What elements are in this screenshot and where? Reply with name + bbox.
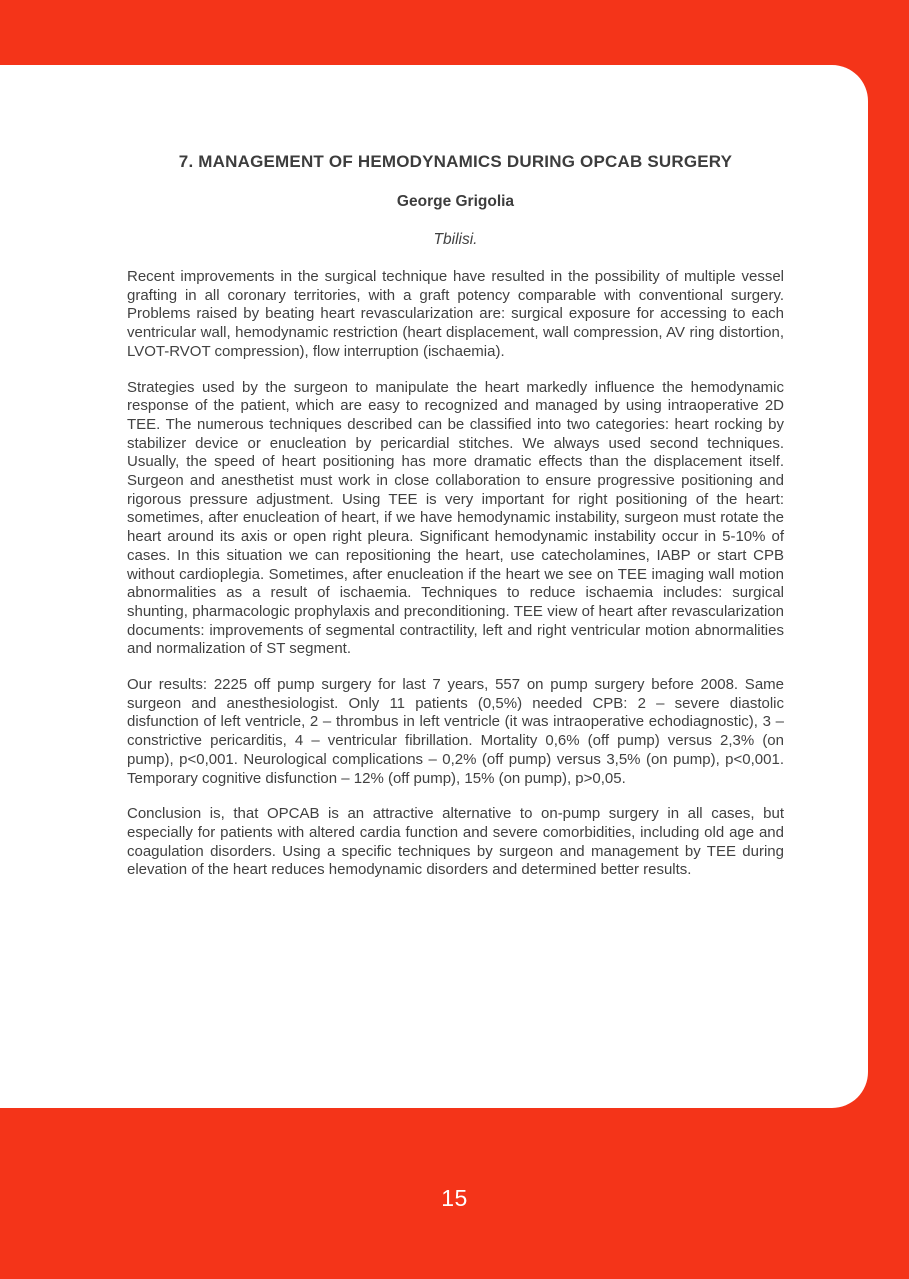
article-paragraph-intro: Recent improvements in the surgical technique have resulted in the possibility of multiple vessel grafting in all coronary territories, with a graft potency comparable with conventional surgery. Problems raised by beating heart revascularization are: surgical exposure for accessing to each ventricular wall, hemodynamic restriction (heart displacement, wall compression, AV ring distortion, LVOT-RVOT compression), flow interruption (ischaemia).: [127, 268, 784, 360]
article-content: [0, 65, 868, 880]
article-paragraph-methods: Strategies used by the surgeon to manipulate the heart markedly influence the hemodynamic response of the patient, which are easy to recognized and managed by using intraoperative 2D TEE. The numerous techniques described can be classified into two categories: heart rocking by stabilizer device or enucleation by pericardial stitches. We always used second techniques. Usually, the speed of heart positioning has more dramatic effects than the displacement itself. Surgeon and anesthetist must work in close collaboration to ensure progressive positioning and rigorous pressure adjustment. Using TEE is very important for right positioning of the heart: sometimes, after enucleation of heart, if we have hemodynamic instability, surgeon must rotate the heart around its axis or open right pleura. Significant hemodynamic instability occur in 5-10% of cases. In this situation we can repositioning the heart, use catecholamines, IABP or start CPB without cardioplegia. Sometimes, after enucleation if the heart we see on TEE imaging wall motion abnormalities as a result of ischaemia. Techniques to reduce ischaemia includes: surgical shunting, pharmacologic prophylaxis and preconditioning. TEE view of heart after revascularization documents: improvements of segmental contractility, left and right ventricular motion abnormalities and normalization of ST segment.: [127, 378, 784, 658]
article-location: Tbilisi.: [433, 231, 478, 248]
page-number: 15: [441, 1185, 468, 1211]
article-title: 7. MANAGEMENT OF HEMODYNAMICS DURING OPCAB SURGERY: [178, 152, 733, 171]
article-author: George Grigolia: [396, 193, 515, 210]
page-card: [0, 65, 868, 1108]
article-paragraph-conclusion: Conclusion is, that OPCAB is an attractive alternative to on-pump surgery in all cases, but especially for patients with altered cardia function and severe comorbidities, including old age and coagulation disorders. Using a specific techniques by surgeon and management by TEE during elevation of the heart reduces hemodynamic disorders and determined better results.: [127, 805, 784, 879]
article-paragraph-results: Our results: 2225 off pump surgery for last 7 years, 557 on pump surgery before 2008. Same surgeon and anesthesiologist. Only 11 patients (0,5%) needed CPB: 2 – severe diastolic disfunction of left ventricle, 2 – thrombus in left ventricle (it was intraoperative echodiagnostic), 3 – constrictive pericarditis, 4 – ventricular fibrillation. Mortality 0,6% (off pump) versus 2,3% (on pump), p<0,001. Neurological complications – 0,2% (off pump) versus 3,5% (on pump), p<0,001. Temporary cognitive disfunction – 12% (off pump), 15% (on pump), p>0,05.: [127, 676, 784, 787]
